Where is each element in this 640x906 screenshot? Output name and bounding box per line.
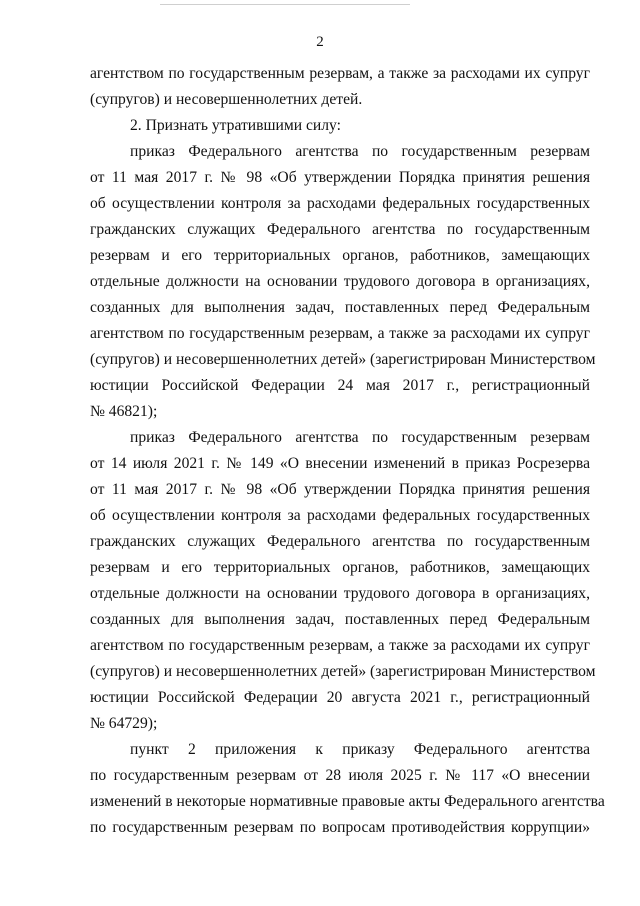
paragraph-point-2025 — [90, 737, 605, 841]
text-line: агентством по государственным резервам, а также за расходами их супруг — [90, 325, 590, 342]
text-line: от 14 июля 2021 г. № 149 «О внесении изменений в приказ Росрезерва — [90, 455, 590, 472]
text-line: гражданских служащих Федерального агентства по государственным — [90, 533, 590, 550]
text-line: отдельные должности на основании трудового договора в организациях, — [90, 273, 590, 290]
text-line: (супругов) и несовершеннолетних детей» (зарегистрирован Министерством — [90, 663, 596, 680]
text-line: приказ Федерального агентства по государственным резервам — [130, 143, 590, 160]
text-line: пункт 2 приложения к приказу Федерального агентства — [130, 741, 590, 758]
page-number: 2 — [316, 34, 324, 50]
text-line: созданных для выполнения задач, поставленных перед Федеральным — [90, 611, 590, 628]
text-line: юстиции Российской Федерации 24 мая 2017 г., регистрационный — [90, 377, 590, 394]
text-line: изменений в некоторые нормативные правовые акты Федерального агентства — [90, 793, 605, 810]
text-line: по государственным резервам от 28 июля 2025 г. № 117 «О внесении — [90, 767, 590, 784]
text-line: приказ Федерального агентства по государственным резервам — [130, 429, 590, 446]
text-line: юстиции Российской Федерации 20 августа 2021 г., регистрационный — [90, 689, 590, 706]
text-line: 2. Признать утратившими силу: — [130, 117, 341, 134]
text-line: от 11 мая 2017 г. № 98 «Об утверждении Порядка принятия решения — [90, 169, 590, 186]
text-line: гражданских служащих Федерального агентства по государственным — [90, 221, 590, 238]
scan-edge-line — [160, 4, 410, 5]
document-body — [90, 61, 605, 841]
text-line: № 46821); — [90, 403, 158, 420]
text-line: (супругов) и несовершеннолетних детей. — [90, 91, 363, 108]
text-line: резервам и его территориальных органов, работников, замещающих — [90, 247, 590, 264]
text-line: об осуществлении контроля за расходами федеральных государственных — [90, 507, 590, 524]
text-line: об осуществлении контроля за расходами федеральных государственных — [90, 195, 590, 212]
text-line: № 64729); — [90, 715, 158, 732]
text-line: резервам и его территориальных органов, работников, замещающих — [90, 559, 590, 576]
text-line: от 11 мая 2017 г. № 98 «Об утверждении Порядка принятия решения — [90, 481, 590, 498]
text-line: отдельные должности на основании трудового договора в организациях, — [90, 585, 590, 602]
paragraph-item-2 — [90, 113, 590, 139]
text-line: по государственным резервам по вопросам противодействия коррупции» — [90, 819, 590, 836]
text-line: (супругов) и несовершеннолетних детей» (зарегистрирован Министерством — [90, 351, 596, 368]
paragraph-continuation — [90, 61, 590, 113]
paragraph-order-2021 — [90, 425, 596, 737]
text-line: агентством по государственным резервам, а также за расходами их супруг — [90, 65, 590, 82]
paragraph-order-2017 — [90, 139, 596, 425]
text-line: агентством по государственным резервам, а также за расходами их супруг — [90, 637, 590, 654]
text-line: созданных для выполнения задач, поставленных перед Федеральным — [90, 299, 590, 316]
